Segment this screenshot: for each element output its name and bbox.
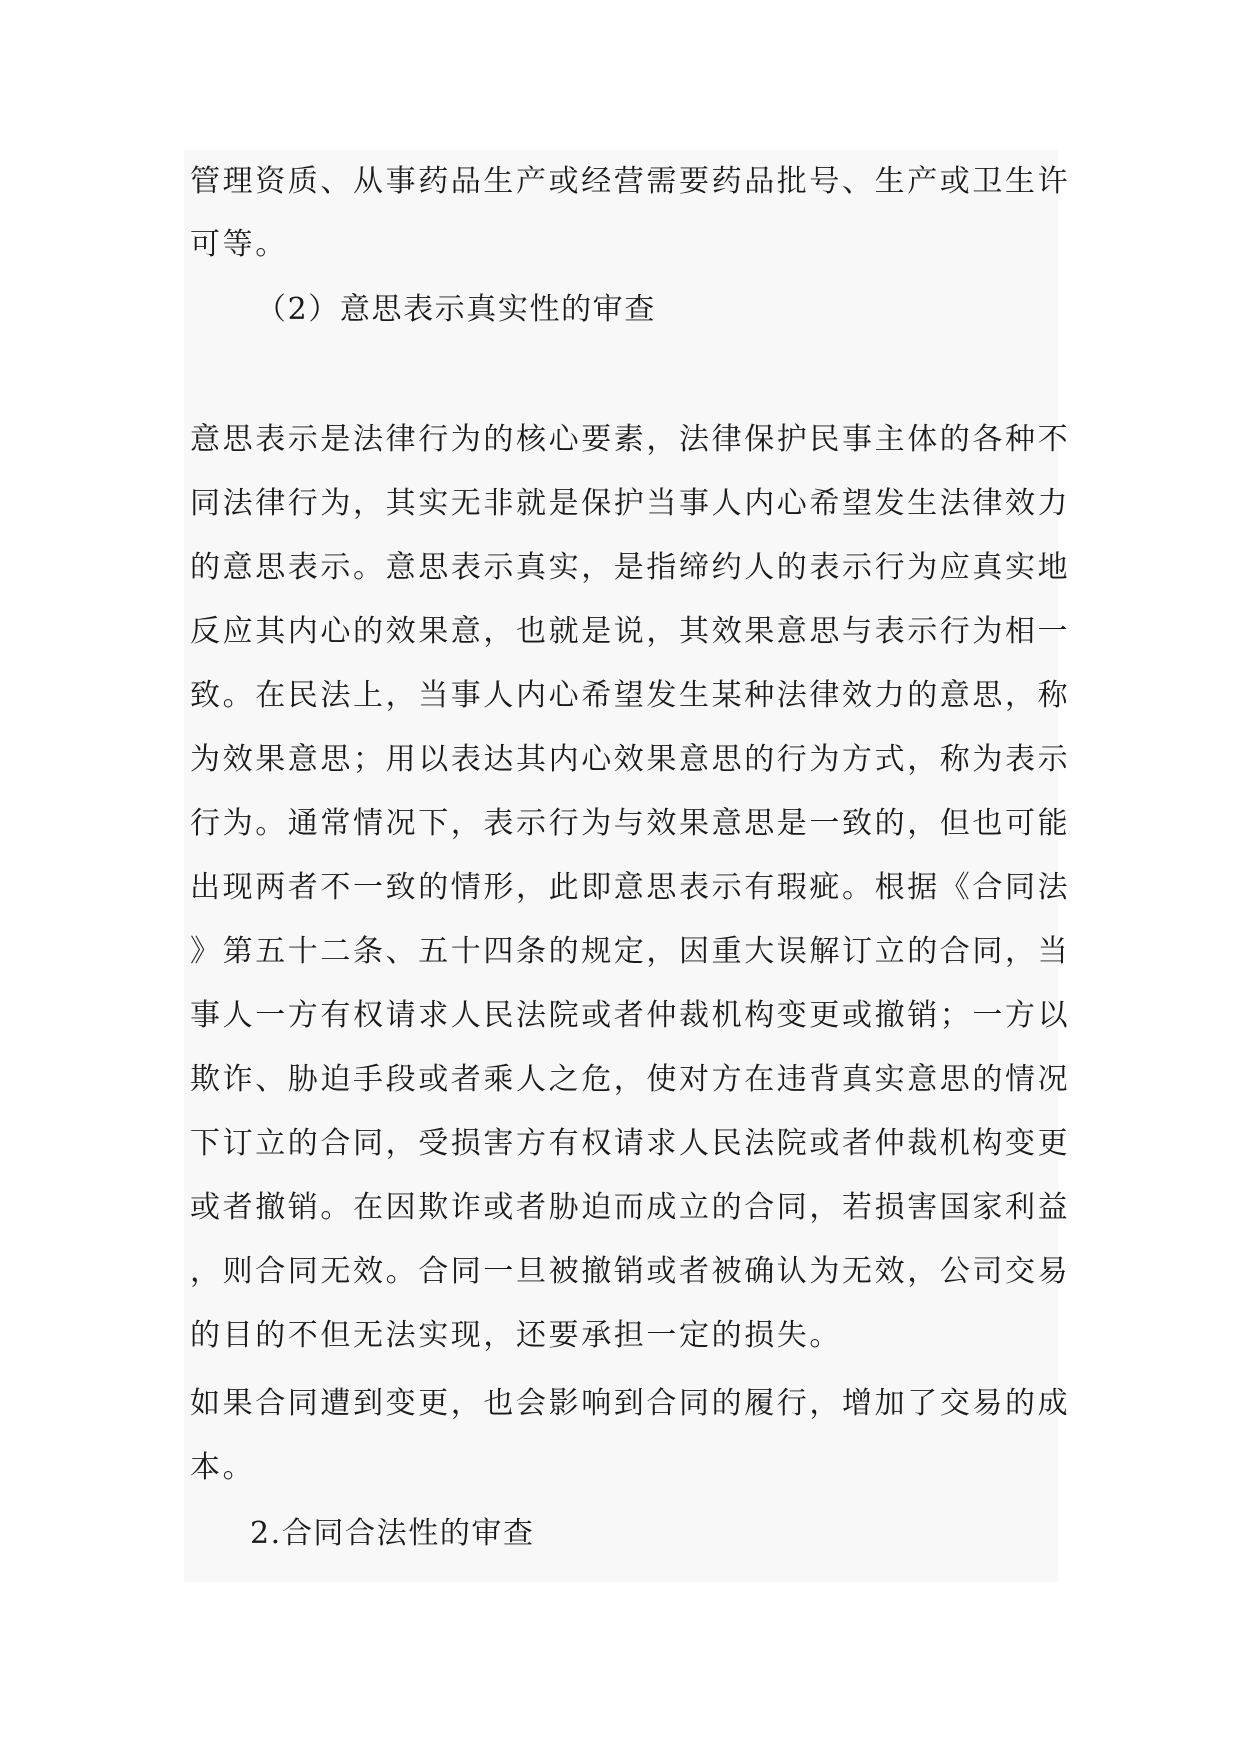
text-line: 》第五十二条、五十四条的规定，因重大误解订立的合同，当 (190, 934, 1071, 969)
text-line: 本。 (190, 1450, 256, 1485)
text-line: 反应其内心的效果意，也就是说，其效果意思与表示行为相一 (190, 614, 1071, 649)
text-line: 的目的不但无法实现，还要承担一定的损失。 (190, 1318, 842, 1353)
text-line: 出现两者不一致的情形，此即意思表示有瑕疵。根据《合同法 (190, 870, 1071, 905)
text-line: 欺诈、胁迫手段或者乘人之危，使对方在违背真实意思的情况 (190, 1062, 1071, 1097)
text-line: 管理资质、从事药品生产或经营需要药品批号、生产或卫生许 (190, 164, 1071, 199)
text-line: 意思表示是法律行为的核心要素，法律保护民事主体的各种不 (190, 422, 1071, 457)
text-line: 如果合同遭到变更，也会影响到合同的履行，增加了交易的成 (190, 1386, 1071, 1421)
text-line: 的意思表示。意思表示真实，是指缔约人的表示行为应真实地 (190, 550, 1071, 585)
text-line: 或者撤销。在因欺诈或者胁迫而成立的合同，若损害国家利益 (190, 1190, 1071, 1225)
section-heading: 2.合同合法性的审查 (250, 1516, 535, 1551)
text-line: 可等。 (190, 227, 288, 262)
text-line: 同法律行为，其实无非就是保护当事人内心希望发生法律效力 (190, 486, 1071, 521)
text-line: 事人一方有权请求人民法院或者仲裁机构变更或撤销；一方以 (190, 998, 1071, 1033)
text-line: 行为。通常情况下，表示行为与效果意思是一致的，但也可能 (190, 806, 1071, 841)
text-line: 下订立的合同，受损害方有权请求人民法院或者仲裁机构变更 (190, 1126, 1071, 1161)
text-line: 致。在民法上，当事人内心希望发生某种法律效力的意思，称 (190, 678, 1071, 713)
text-line: 为效果意思；用以表达其内心效果意思的行为方式，称为表示 (190, 742, 1071, 777)
section-heading: （2）意思表示真实性的审查 (256, 292, 656, 327)
document-page (184, 150, 1058, 1582)
text-line: ，则合同无效。合同一旦被撤销或者被确认为无效，公司交易 (190, 1254, 1071, 1289)
